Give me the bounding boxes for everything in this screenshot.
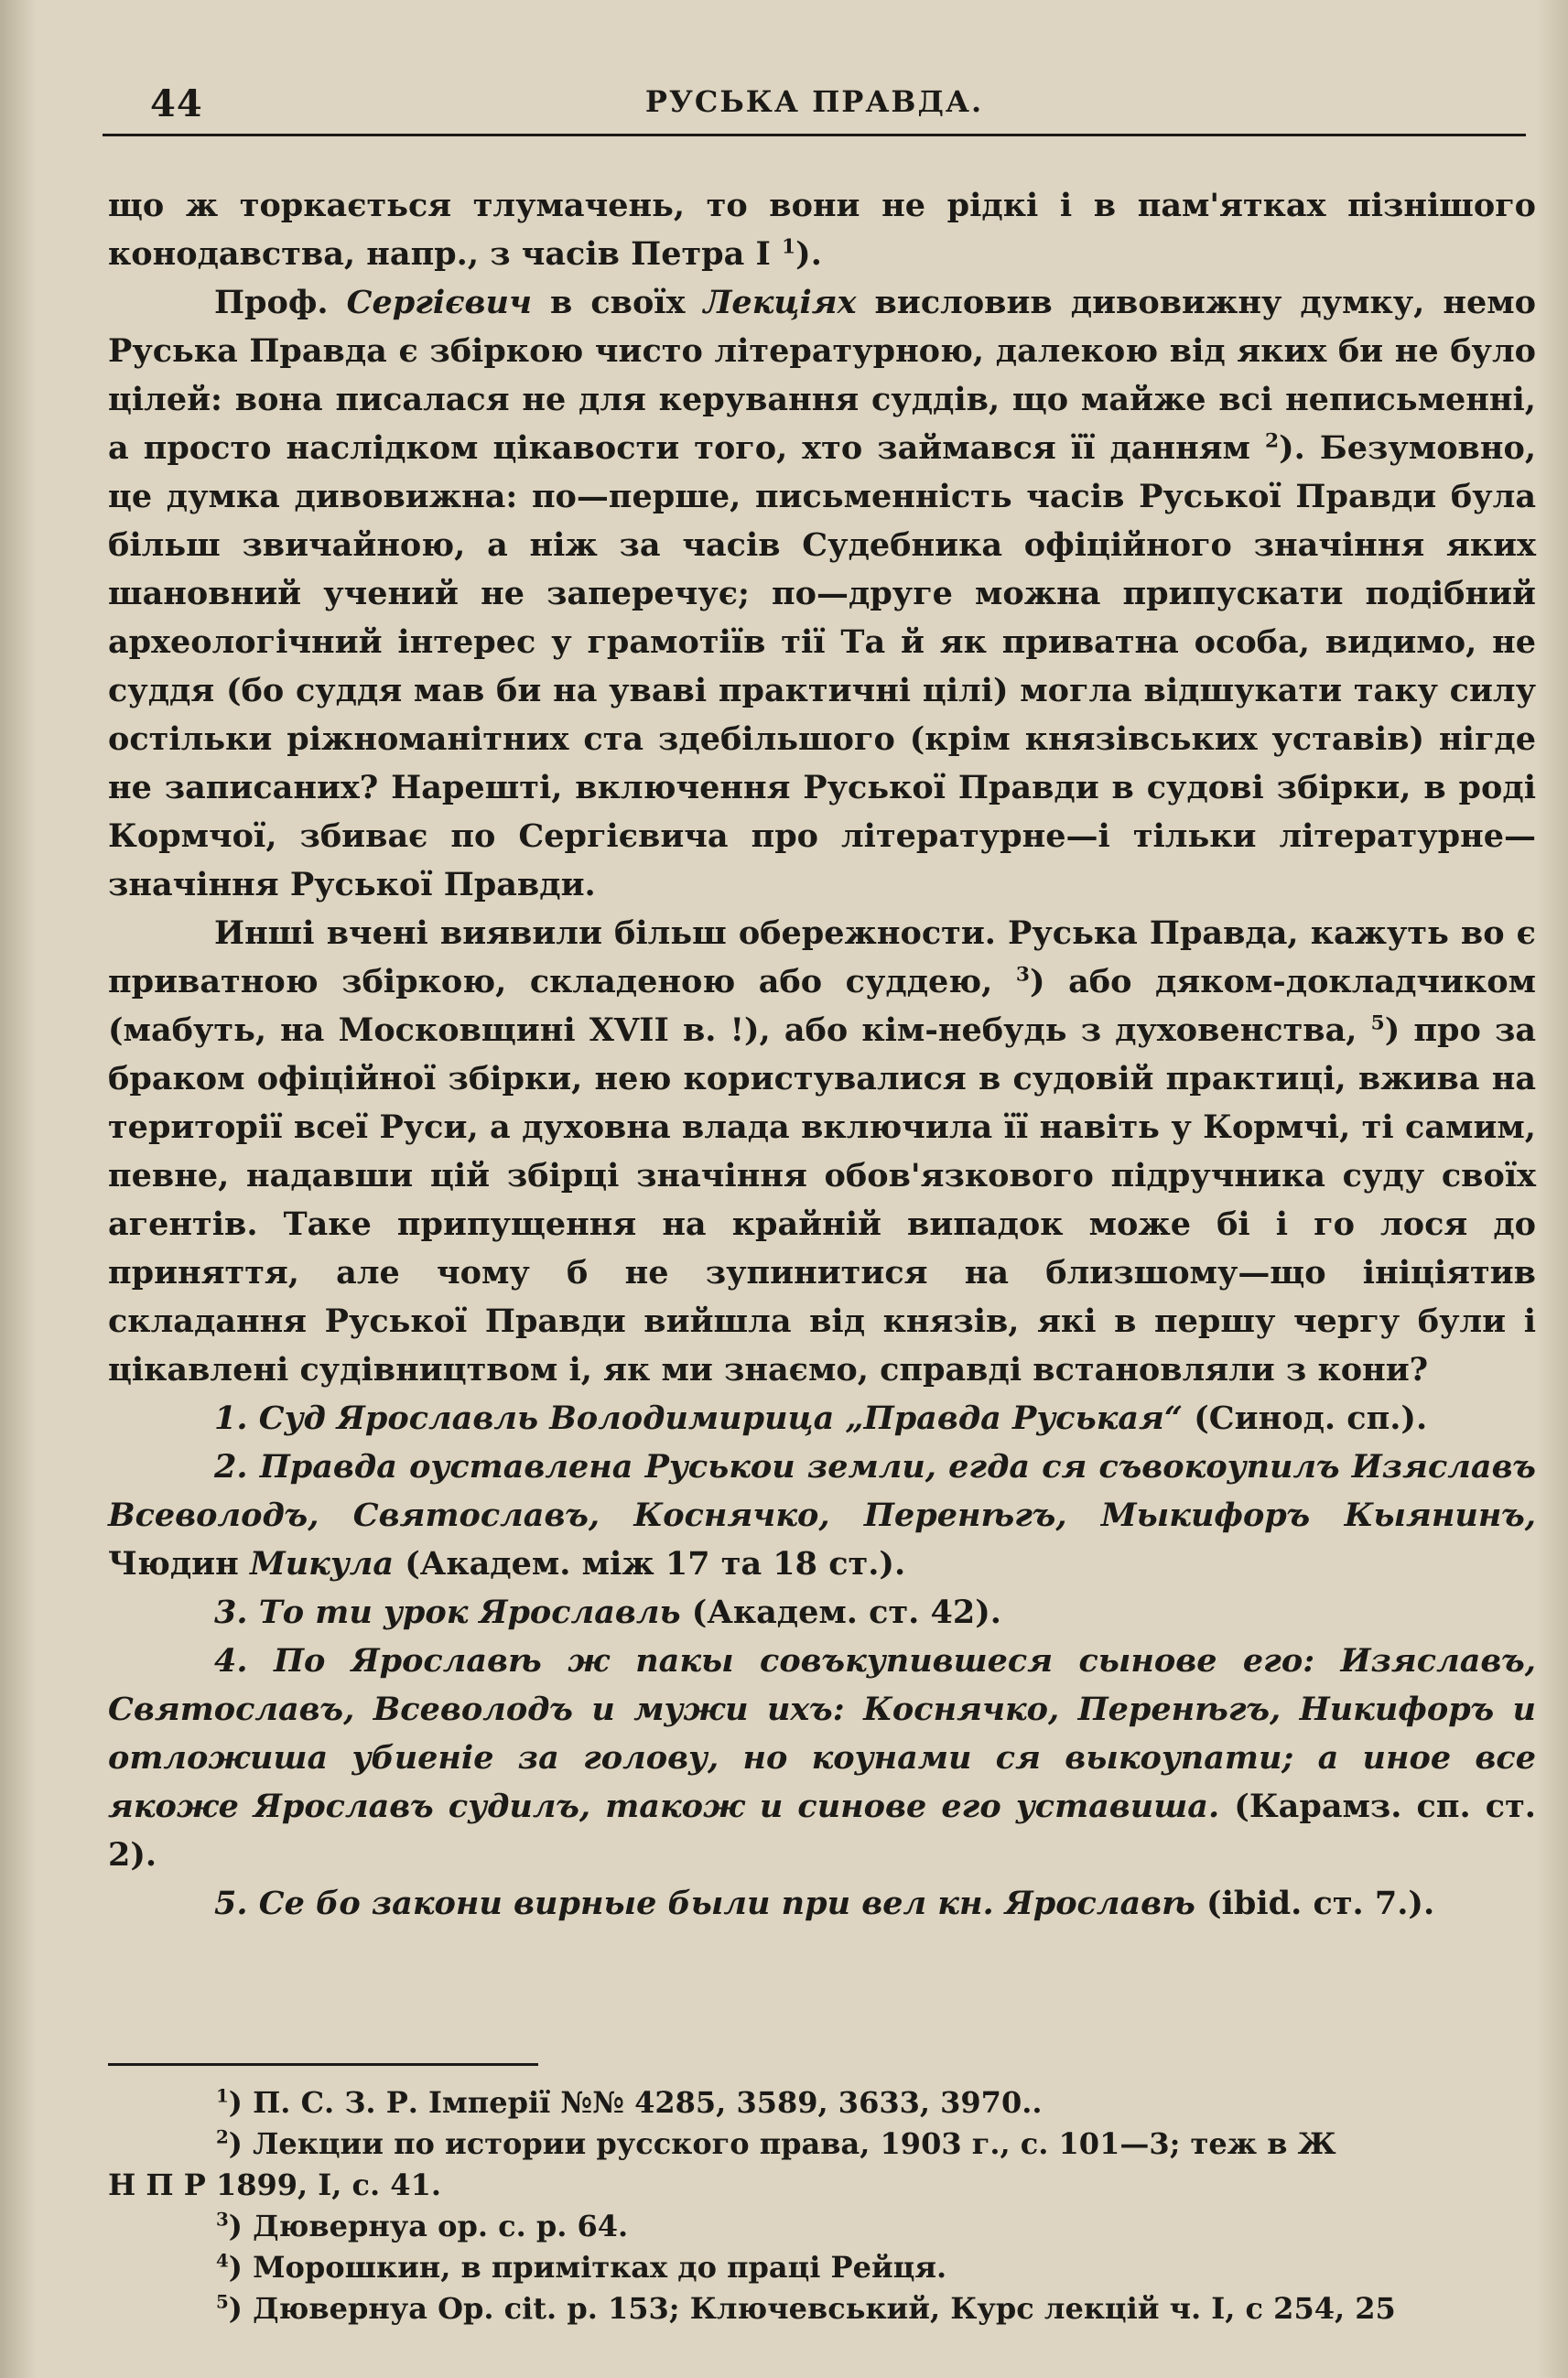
footnote-ref: 1 [782, 235, 796, 259]
footnotes [108, 2082, 1536, 2329]
gutter-shadow [0, 0, 37, 2378]
footnote-5: $^5$) Дювернуа Ор. cit. р. 153; Ключевський, Курс лекцій ч. I, с 254, 25 [216, 2290, 1396, 2326]
running-head: РУСЬКА ПРАВДА. [644, 84, 984, 119]
footnote-ref: 2 [1265, 429, 1280, 453]
header-rule [103, 134, 1526, 136]
footnote-4: $^4$) Морошкин, в примітках до праці Рейця. [216, 2249, 947, 2285]
quote-3: 3. То ти урок Ярославль (Академ. ст. 42). [214, 1594, 1001, 1631]
page-header [103, 77, 1526, 132]
work-title: Лекціях [703, 284, 857, 321]
footnote-ref: 5 [1370, 1011, 1385, 1035]
footnote-ref: 3 [1015, 963, 1031, 987]
quote-2: 2. Правда оуставлена Руськои земли, егда ся съвокоупилъ Изяславъ Всеволодъ, Святославъ, Коснячко, Перенѣгъ, Мыкифоръ Кыянинъ, Чюдин Микула (Академ. між 17 та 18 ст.). [108, 1448, 1537, 1583]
edge-shadow [1537, 0, 1568, 2378]
quote-1: 1. Суд Ярославль Володимирица „Правда Руськая“ (Синод. сп.). [214, 1400, 1428, 1437]
footnote-2: $^2$) Лекции по истории русского права, 1903 г., с. 101—3; теж в Ж [216, 2125, 1336, 2161]
paragraph-2: Проф. Сергієвич в своїх Лекціях висловив дивовижну думку, немо Руська Правда є збіркою чисто літературною, далекою від яких би не було цілей: вона писалася не для керування суддів, що майже всі неписьменні, а просто наслідком цікавости того, хто займався її данням $^2$). Безумовно, це думка дивовижна: по—перше, письменність часів Руської Правди була більш звичайною, а ніж за часів Судебника офіційного значіння яких шановний учений не заперечує; по—друге можна припускати подібний археологічний інтерес у грамотіїв тії Та й як приватна особа, видимо, не суддя (бо суддя мав би на уваві практичні цілі) могла відшукати таку силу остільки ріжноманітних ста здебільшого (крім князівських уставів) нігде не записаних? Нарешті, включення Руської Правди в судові збірки, в роді Кормчої, збиває по Сергієвича про літературне—і тільки літературне—значіння Руської Правди. [108, 284, 1537, 903]
author-name: Сергієвич [346, 284, 532, 321]
footnote-3: $^3$) Дювернуа ор. с. р. 64. [216, 2208, 629, 2243]
quote-5: 5. Се бо закони вирные были при вел кн. Ярославѣ (ibid. ст. 7.). [214, 1885, 1435, 1922]
paragraph-1: що ж торкається тлумачень, то вони не рідкі і в пам'ятках пізнішого конодавства, напр., з часів Петра I $^1$). [108, 187, 1536, 273]
footnote-2-continued: Н П Р 1899, I, с. 41. [108, 2167, 441, 2202]
paragraph-3: Инші вчені виявили більш обережности. Руська Правда, кажуть во є приватною збіркою, складеною або суддею, $^3$) або дяком-докладчиком (мабуть, на Московщині XVII в. !), або кім-небудь з духовенства, $^5$) про за браком офіційної збірки, нею користувалися в судовій практиці, вжива на території всеї Руси, а духовна влада включила її навіть у Кормчі, ті самим, певне, надавши цій збірці значіння обов'язкового підручника суду своїх агентів. Таке припущення на крайній випадок може бі і го лося до приняття, але чому б не зупинитися на близшому—що ініціятив складання Руської Правди вийшла від князів, які в першу чергу були і цікавлені судівництвом і, як ми знаємо, справді встановляли з кони? [108, 914, 1537, 1389]
page-number: 44 [150, 82, 203, 125]
body-text [108, 181, 1536, 1928]
footnote-1: $^1$) П. С. З. Р. Імперії №№ 4285, 3589, 3633, 3970.. [216, 2084, 1043, 2120]
quote-4: 4. По Ярославѣ ж пакы совъкупившеся сынове его: Изяславъ, Святославъ, Всеволодъ и мужи ихъ: Коснячко, Перенѣгъ, Никифоръ и отложиша убиеніе за голову, но коунами ся выкоупати; а иное все якоже Ярославъ судилъ, також и синове его уставиша. (Карамз. сп. ст. 2). [108, 1642, 1536, 1874]
footnote-rule [108, 2063, 538, 2066]
